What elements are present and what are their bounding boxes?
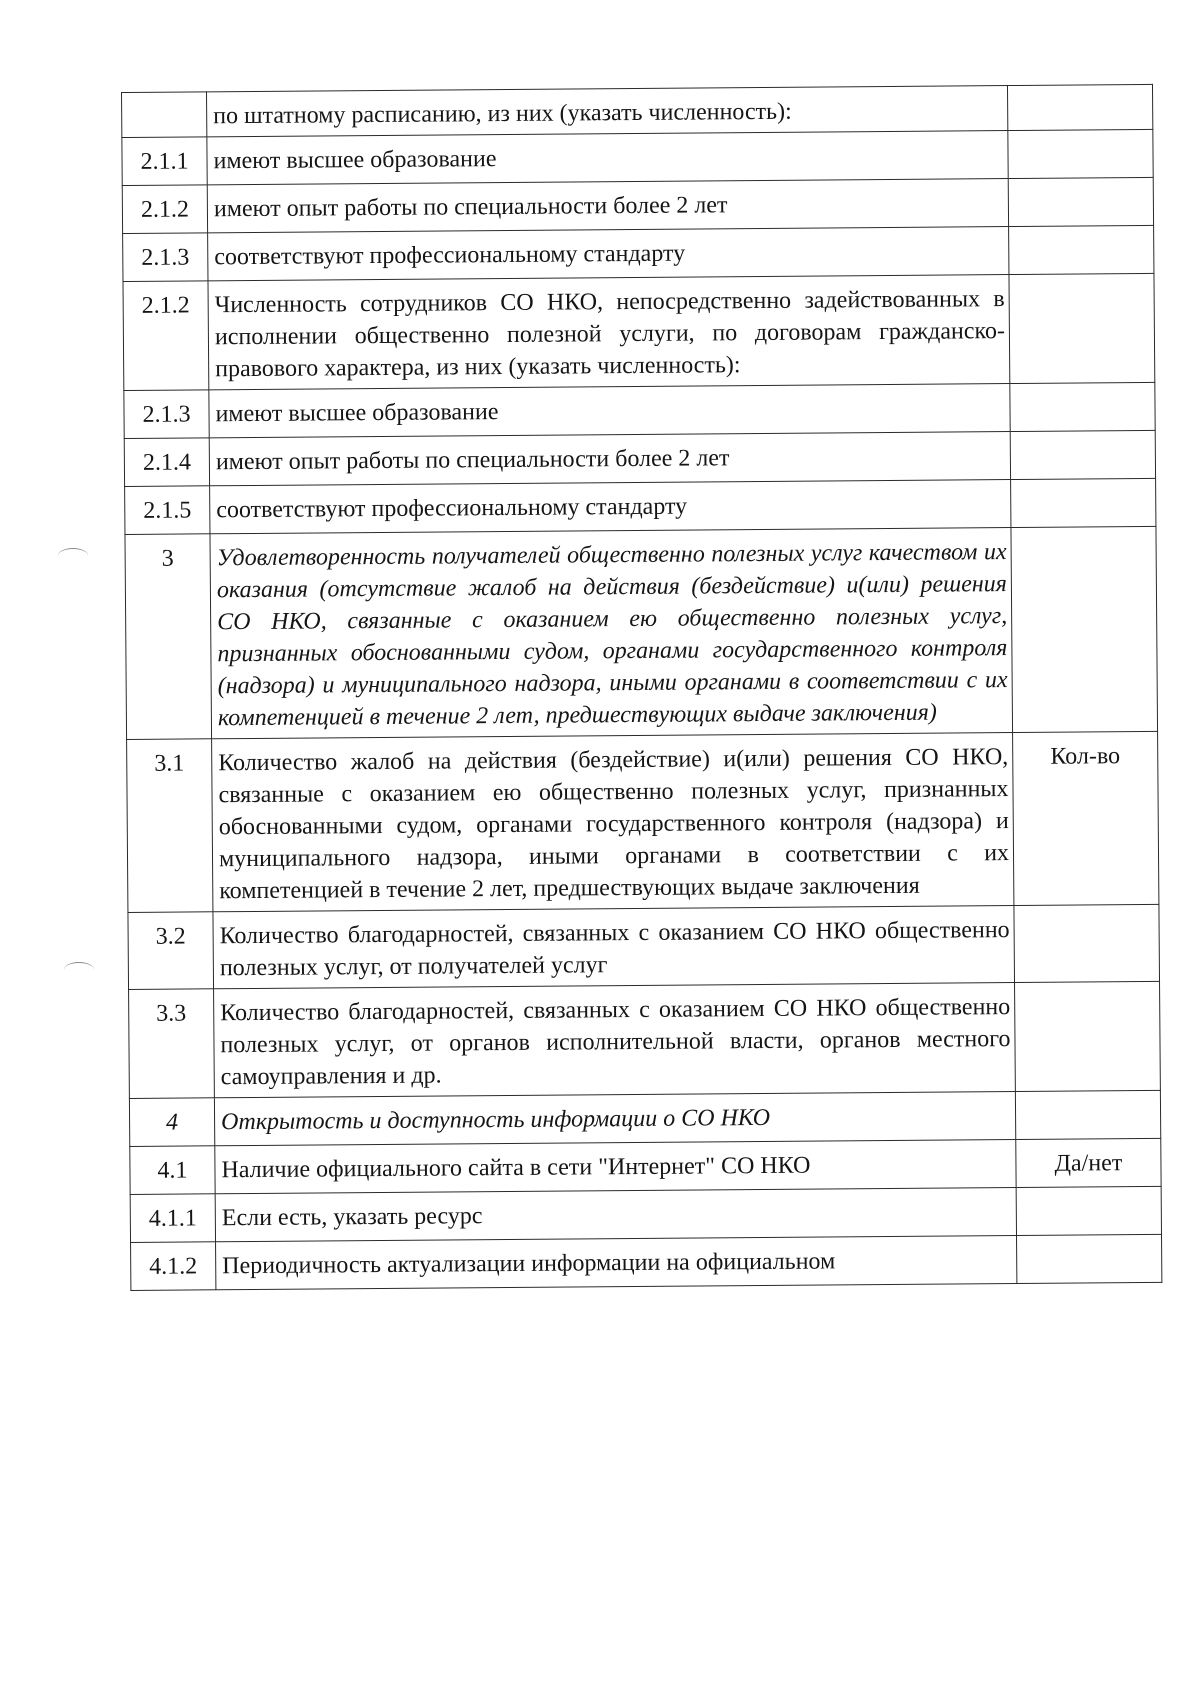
row-value	[1010, 382, 1155, 431]
table-row	[124, 382, 1155, 438]
row-text: Количество благодарностей, связанных с оказанием СО НКО общественно полезных услуг, от получателей услуг	[213, 906, 1015, 989]
row-text: Численность сотрудников СО НКО, непосредственно задействованных в исполнении общественно полезной услуги, по договорам гражданско-правового характера, из них (указать численность):	[208, 275, 1010, 390]
table-row	[125, 526, 1158, 739]
row-value	[1011, 478, 1156, 527]
row-value	[1011, 526, 1158, 732]
row-value	[1016, 1186, 1161, 1235]
row-value	[1015, 1090, 1160, 1139]
row-number: 4.1	[130, 1146, 215, 1195]
row-text: Если есть, указать ресурс	[215, 1188, 1016, 1242]
table-row	[130, 1186, 1161, 1242]
row-number: 4.1.2	[131, 1242, 216, 1291]
row-number	[122, 92, 207, 138]
row-value	[1014, 904, 1160, 982]
row-number: 4	[129, 1098, 214, 1147]
margin-mark	[58, 548, 88, 563]
row-number: 3.2	[128, 912, 214, 990]
row-number: 2.1.2	[123, 281, 209, 391]
row-text: имеют высшее образование	[207, 131, 1008, 185]
row-number: 4.1.1	[130, 1194, 215, 1243]
table-row	[123, 225, 1154, 281]
table-row	[129, 1090, 1160, 1146]
criteria-table	[121, 84, 1162, 1291]
row-number: 2.1.1	[122, 137, 207, 186]
row-value	[1007, 84, 1152, 130]
row-text: соответствуют профессиональному стандарту	[210, 480, 1011, 534]
table-row	[122, 177, 1153, 233]
row-text: Удовлетворенность получателей общественно полезных услуг качеством их оказания (отсутствие жалоб на действия (бездействие) и(или) решения СО НКО, связанные с оказанием ею общественно полезных услуг, признанных обоснованными судом, органами государственного контроля (надзора) и муниципального надзора, иными органами в соответствии с их компетенцией в течение 2 лет, предшествующих выдаче заключения)	[210, 528, 1013, 739]
row-number: 3.1	[127, 739, 213, 913]
row-number: 2.1.2	[122, 185, 207, 234]
table-row	[128, 904, 1160, 989]
row-text: имеют опыт работы по специальности более 2 лет	[207, 179, 1008, 233]
row-text: Наличие официального сайта в сети "Интернет" СО НКО	[215, 1140, 1016, 1194]
row-value	[1017, 1234, 1162, 1283]
row-text: имеют опыт работы по специальности более 2 лет	[209, 432, 1010, 486]
row-value	[1008, 129, 1153, 178]
table-row	[122, 84, 1153, 137]
row-text: соответствуют профессиональному стандарту	[208, 227, 1009, 281]
table-row	[130, 1138, 1161, 1194]
row-value: Да/нет	[1016, 1138, 1161, 1187]
table-row	[127, 731, 1159, 912]
row-value: Кол-во	[1013, 731, 1159, 905]
row-text: Количество жалоб на действия (бездействие) и(или) решения СО НКО, связанные с оказанием ею общественно полезных услуг, признанных обоснованными судом, органами государственного контроля (надзора) и муниципального надзора, иными органами в соответствии с их компетенцией в течение 2 лет, предшествующих выдаче заключения	[212, 733, 1014, 912]
row-value	[1008, 177, 1153, 226]
row-value	[1009, 273, 1155, 383]
table-row	[123, 273, 1155, 390]
row-text: имеют высшее образование	[209, 384, 1010, 438]
table-row	[122, 129, 1153, 185]
row-number: 3	[125, 534, 212, 740]
row-text: Количество благодарностей, связанных с оказанием СО НКО общественно полезных услуг, от органов исполнительной власти, органов местного самоуправления и др.	[214, 983, 1016, 1098]
row-number: 2.1.5	[125, 486, 210, 535]
row-number: 2.1.4	[124, 438, 209, 487]
table-row	[125, 478, 1156, 534]
table-row	[131, 1234, 1162, 1290]
row-value	[1009, 225, 1154, 274]
row-number: 2.1.3	[123, 233, 208, 282]
row-number: 2.1.3	[124, 390, 209, 439]
row-number: 3.3	[129, 989, 215, 1099]
row-value	[1010, 430, 1155, 479]
table-row	[129, 981, 1161, 1098]
row-text: по штатному расписанию, из них (указать численность):	[207, 86, 1008, 137]
table-row	[124, 430, 1155, 486]
margin-mark	[64, 962, 94, 977]
row-text: Периодичность актуализации информации на официальном	[216, 1236, 1017, 1290]
row-value	[1015, 981, 1161, 1091]
row-text: Открытость и доступность информации о СО НКО	[214, 1092, 1015, 1146]
